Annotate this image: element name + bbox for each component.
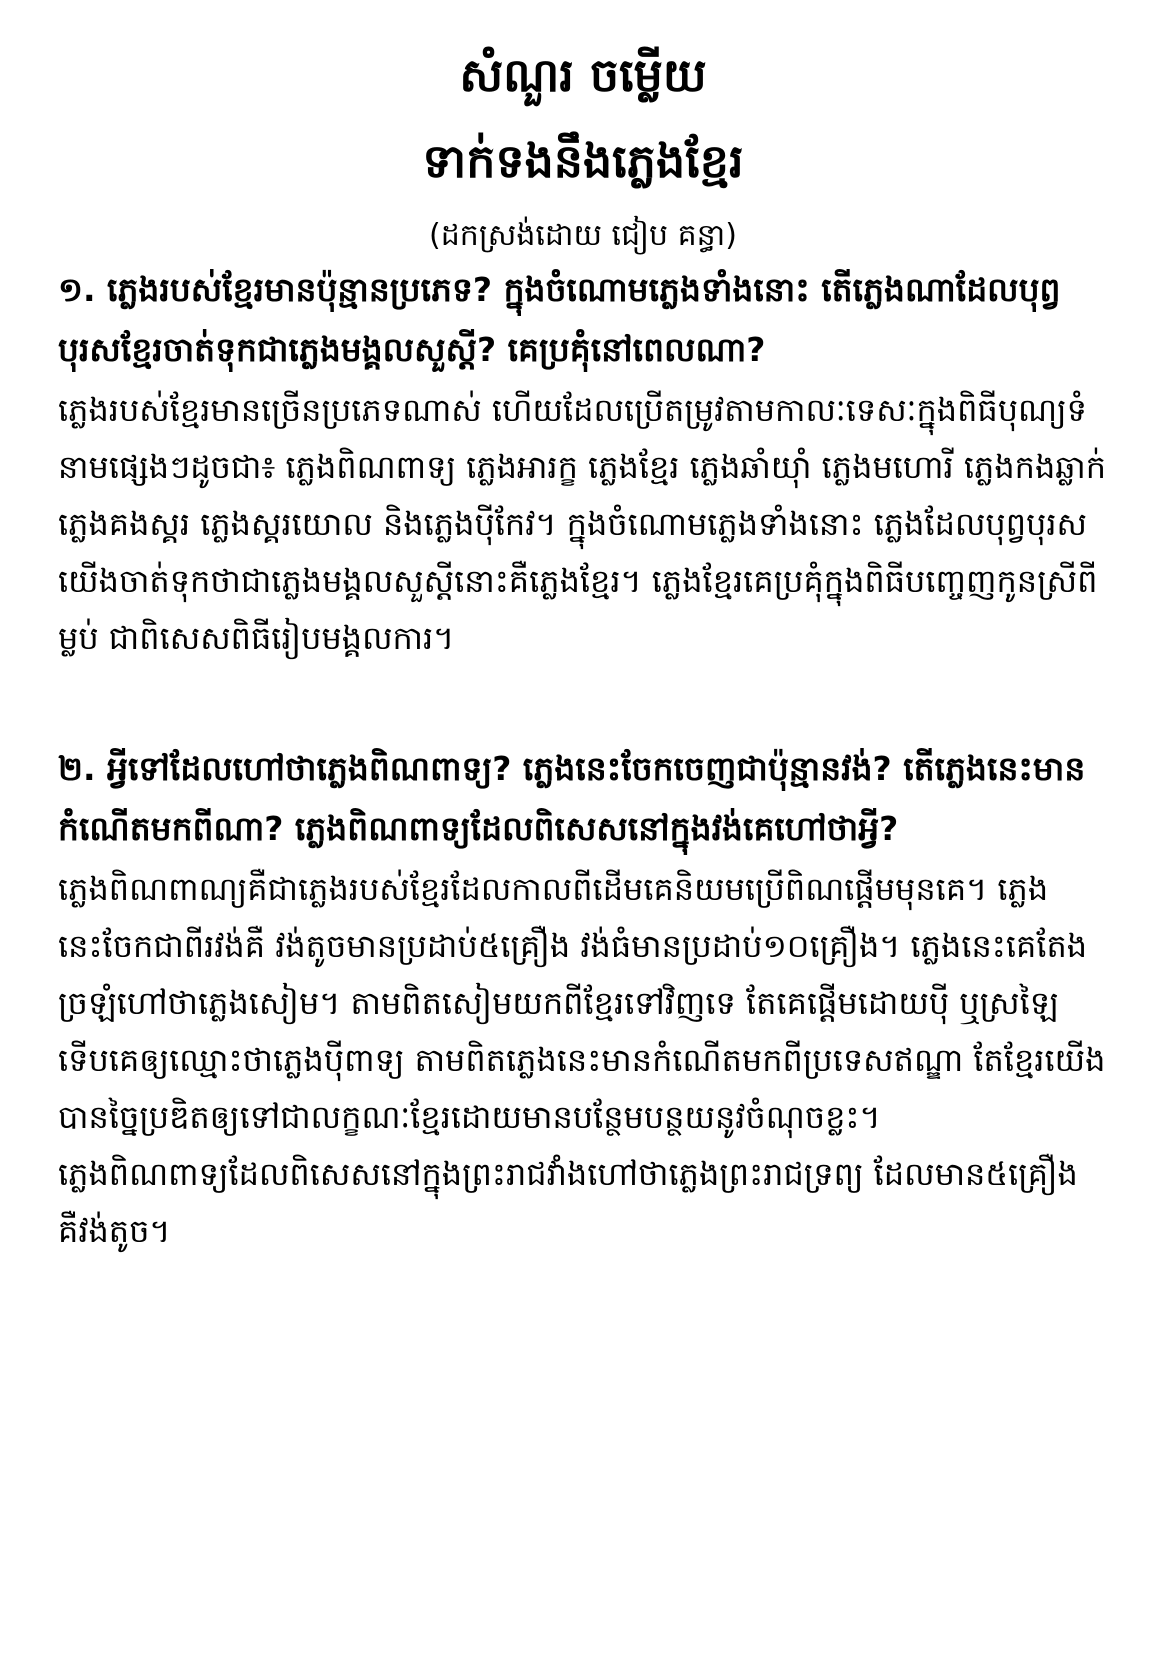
question-1: ១. ភ្លេងរបស់ខ្មែរមានប៉ុន្មានប្រភេទ? ក្នុងចំណោមភ្លេងទាំងនោះ តើភ្លេងណាដែលបុព្វបុរសខ្មែរចាត់ទុកជាភ្លេងមង្គលសួស្តី? គេប្រគុំនៅពេលណា? (58, 270, 1061, 369)
answer-2: ភ្លេងពិណពាណ្យគឺជាភ្លេងរបស់ខ្មែរដែលកាលពីដើមគេនិយមប្រើពិណផ្តើមមុនគេ។ ភ្លេងនេះចែកជាពីរវង់គឺ វង់តូចមានប្រដាប់៥គ្រឿង វង់ធំមានប្រដាប់១០គ្រឿង។ ភ្លេងនេះគេតែងច្រឡំហៅថាភ្លេងសៀម។ តាមពិតសៀមយកពីខ្មែរទៅវិញទេ តែគេផ្តើមដោយប៉ី ឬស្រឡៃទើបគេឲ្យឈ្មោះថាភ្លេងប៉ីពាទ្យ តាមពិតភ្លេងនេះមានកំណើតមកពីប្រទេសឥណ្ឌា តែខ្មែរយើងបានច្នៃប្រឌិតឲ្យទៅជាលក្ខណៈខ្មែរដោយមានបន្ថែមបន្ថយនូវចំណុចខ្លះ។ (58, 870, 1106, 1136)
document-title-line1: សំណួរ ចម្លើយ (459, 48, 707, 102)
document-byline: (ដកស្រង់ដោយ ជៀប គន្ធា) (429, 218, 737, 253)
answer-2-continued: ភ្លេងពិណពាទ្យដែលពិសេសនៅក្នុងព្រះរាជវាំងហៅថាភ្លេងព្រះរាជទ្រព្យ ដែលមាន៥គ្រឿង គឺវង់តូច។ (58, 1155, 1078, 1250)
question-2: ២. អ្វីទៅដែលហៅថាភ្លេងពិណពាទ្យ? ភ្លេងនេះចែកចេញជាប៉ុន្មានវង់? តើភ្លេងនេះមានកំណើតមកពីណា? ភ្លេងពិណពាទ្យដែលពិសេសនៅក្នុងវង់គេហៅថាអ្វី? (58, 749, 1086, 848)
answer-1: ភ្លេងរបស់ខ្មែរមានច្រើនប្រភេទណាស់ ហើយដែលប្រើតម្រូវតាមកាលៈទេសៈក្នុងពិធីបុណ្យទំនាមផ្សេងៗដូចជា៖ ភ្លេងពិណពាទ្យ ភ្លេងអារក្ខ ភ្លេងខ្មែរ ភ្លេងឆាំយ៉ាំ ភ្លេងមហោរី ភ្លេងកងឆ្លាក់ ភ្លេងគងស្គរ ភ្លេងស្គរយោល និងភ្លេងប៉ីកែវ។ ក្នុងចំណោមភ្លេងទាំងនោះ ភ្លេងដែលបុព្វបុរសយើងចាត់ទុកថាជាភ្លេងមង្គលសួស្តីនោះគឺភ្លេងខ្មែរ។ ភ្លេងខ្មែរគេប្រគុំក្នុងពិធីបញ្ចេញកូនស្រីពីម្លប់ ជាពិសេសពិធីរៀបមង្គលការ។ (58, 391, 1107, 657)
document-title-line2: ទាក់ទងនឹងភ្លេងខ្មែរ (422, 134, 744, 188)
